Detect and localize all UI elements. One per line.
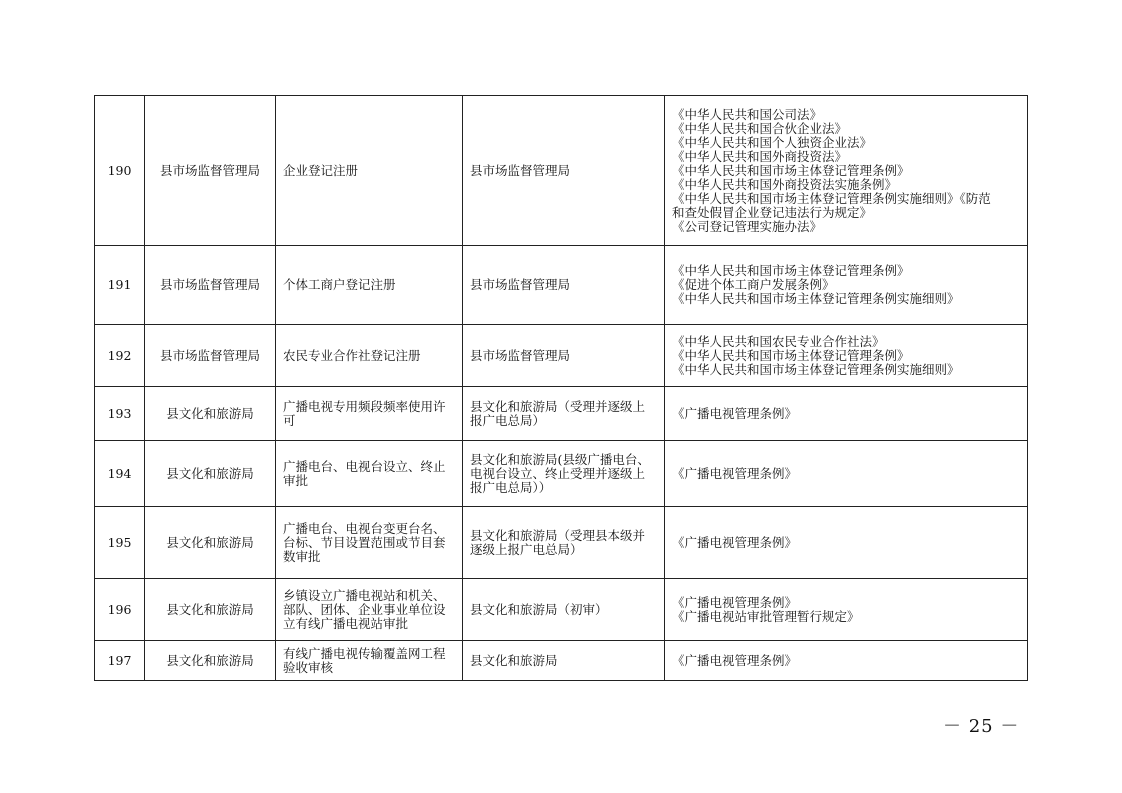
authority-cell: 县市场监督管理局 bbox=[463, 325, 665, 387]
legal-basis-line: 《中华人民共和国公司法》 bbox=[672, 106, 823, 122]
row-number: 197 bbox=[95, 641, 145, 681]
legal-basis-line: 《促进个体工商户发展条例》 bbox=[672, 277, 835, 292]
authority-cell: 县市场监督管理局 bbox=[463, 246, 665, 325]
department-cell: 县文化和旅游局 bbox=[145, 641, 276, 681]
table-row bbox=[95, 641, 1028, 681]
legal-basis-line: 《广播电视管理条例》 bbox=[672, 405, 798, 421]
page-number: － 25 － bbox=[943, 716, 1020, 737]
department-cell: 县市场监督管理局 bbox=[145, 246, 276, 325]
row-number: 194 bbox=[95, 441, 145, 507]
department-cell: 县市场监督管理局 bbox=[145, 325, 276, 387]
legal-basis-line: 《中华人民共和国市场主体登记管理条例实施细则》 bbox=[672, 291, 960, 306]
legal-basis-line: 《中华人民共和国市场主体登记管理条例》 bbox=[672, 162, 910, 178]
table-row bbox=[95, 325, 1028, 387]
approval-item-cell: 企业登记注册 bbox=[276, 96, 463, 246]
legal-basis-line: 《公司登记管理实施办法》 bbox=[672, 218, 823, 234]
legal-basis-line: 《中华人民共和国合伙企业法》 bbox=[672, 120, 848, 136]
row-number: 190 bbox=[95, 96, 145, 246]
approval-item-cell: 农民专业合作社登记注册 bbox=[276, 325, 463, 387]
row-number: 193 bbox=[95, 387, 145, 441]
legal-basis-cell bbox=[665, 507, 1028, 579]
legal-basis-line: 《广播电视管理条例》 bbox=[672, 594, 798, 610]
legal-basis-cell bbox=[665, 96, 1028, 246]
legal-basis-line: 《中华人民共和国市场主体登记管理条例实施细则》《防范 bbox=[672, 190, 991, 206]
approval-items-table bbox=[94, 95, 1028, 681]
legal-basis-line: 《广播电视站审批管理暂行规定》 bbox=[672, 608, 860, 624]
approval-item-cell: 广播电台、电视台设立、终止审批 bbox=[276, 441, 463, 507]
department-cell: 县文化和旅游局 bbox=[145, 579, 276, 641]
table-body bbox=[95, 96, 1028, 681]
legal-basis-cell bbox=[665, 246, 1028, 325]
legal-basis-line: 《中华人民共和国市场主体登记管理条例》 bbox=[672, 263, 910, 278]
table-row bbox=[95, 96, 1028, 246]
row-number: 191 bbox=[95, 246, 145, 325]
legal-basis-cell bbox=[665, 579, 1028, 641]
legal-basis-cell bbox=[665, 641, 1028, 681]
department-cell: 县文化和旅游局 bbox=[145, 441, 276, 507]
department-cell: 县文化和旅游局 bbox=[145, 507, 276, 579]
legal-basis-line: 《广播电视管理条例》 bbox=[672, 465, 798, 481]
authority-cell: 县文化和旅游局（初审） bbox=[463, 579, 665, 641]
approval-item-cell: 乡镇设立广播电视站和机关、部队、团体、企业事业单位设立有线广播电视站审批 bbox=[276, 579, 463, 641]
table-row bbox=[95, 246, 1028, 325]
approval-item-cell: 有线广播电视传输覆盖网工程验收审核 bbox=[276, 641, 463, 681]
legal-basis-line: 《中华人民共和国外商投资法》 bbox=[672, 148, 848, 164]
authority-cell: 县文化和旅游局（受理并逐级上报广电总局） bbox=[463, 387, 665, 441]
table-row bbox=[95, 579, 1028, 641]
legal-basis-line: 《中华人民共和国市场主体登记管理条例》 bbox=[672, 347, 910, 363]
approval-item-cell: 广播电视专用频段频率使用许可 bbox=[276, 387, 463, 441]
table-row bbox=[95, 441, 1028, 507]
row-number: 196 bbox=[95, 579, 145, 641]
legal-basis-cell bbox=[665, 387, 1028, 441]
row-number: 195 bbox=[95, 507, 145, 579]
approval-item-cell: 个体工商户登记注册 bbox=[276, 246, 463, 325]
row-number: 192 bbox=[95, 325, 145, 387]
authority-cell: 县文化和旅游局 bbox=[463, 641, 665, 681]
authority-cell: 县市场监督管理局 bbox=[463, 96, 665, 246]
authority-cell: 县文化和旅游局（受理县本级并逐级上报广电总局） bbox=[463, 507, 665, 579]
approval-item-cell: 广播电台、电视台变更台名、台标、节目设置范围或节目套数审批 bbox=[276, 507, 463, 579]
legal-basis-cell bbox=[665, 441, 1028, 507]
authority-cell: 县文化和旅游局(县级广播电台、电视台设立、终止受理并逐级上报广电总局）） bbox=[463, 441, 665, 507]
legal-basis-line: 《中华人民共和国个人独资企业法》 bbox=[672, 134, 873, 150]
legal-basis-line: 《中华人民共和国农民专业合作社法》 bbox=[672, 333, 885, 349]
legal-basis-line: 《广播电视管理条例》 bbox=[672, 534, 798, 550]
legal-basis-line: 《广播电视管理条例》 bbox=[672, 652, 798, 668]
department-cell: 县文化和旅游局 bbox=[145, 387, 276, 441]
department-cell: 县市场监督管理局 bbox=[145, 96, 276, 246]
legal-basis-line: 和查处假冒企业登记违法行为规定》 bbox=[672, 204, 873, 220]
table-row bbox=[95, 507, 1028, 579]
legal-basis-line: 《中华人民共和国外商投资法实施条例》 bbox=[672, 176, 898, 192]
legal-basis-line: 《中华人民共和国市场主体登记管理条例实施细则》 bbox=[672, 361, 960, 377]
legal-basis-cell bbox=[665, 325, 1028, 387]
table-row bbox=[95, 387, 1028, 441]
